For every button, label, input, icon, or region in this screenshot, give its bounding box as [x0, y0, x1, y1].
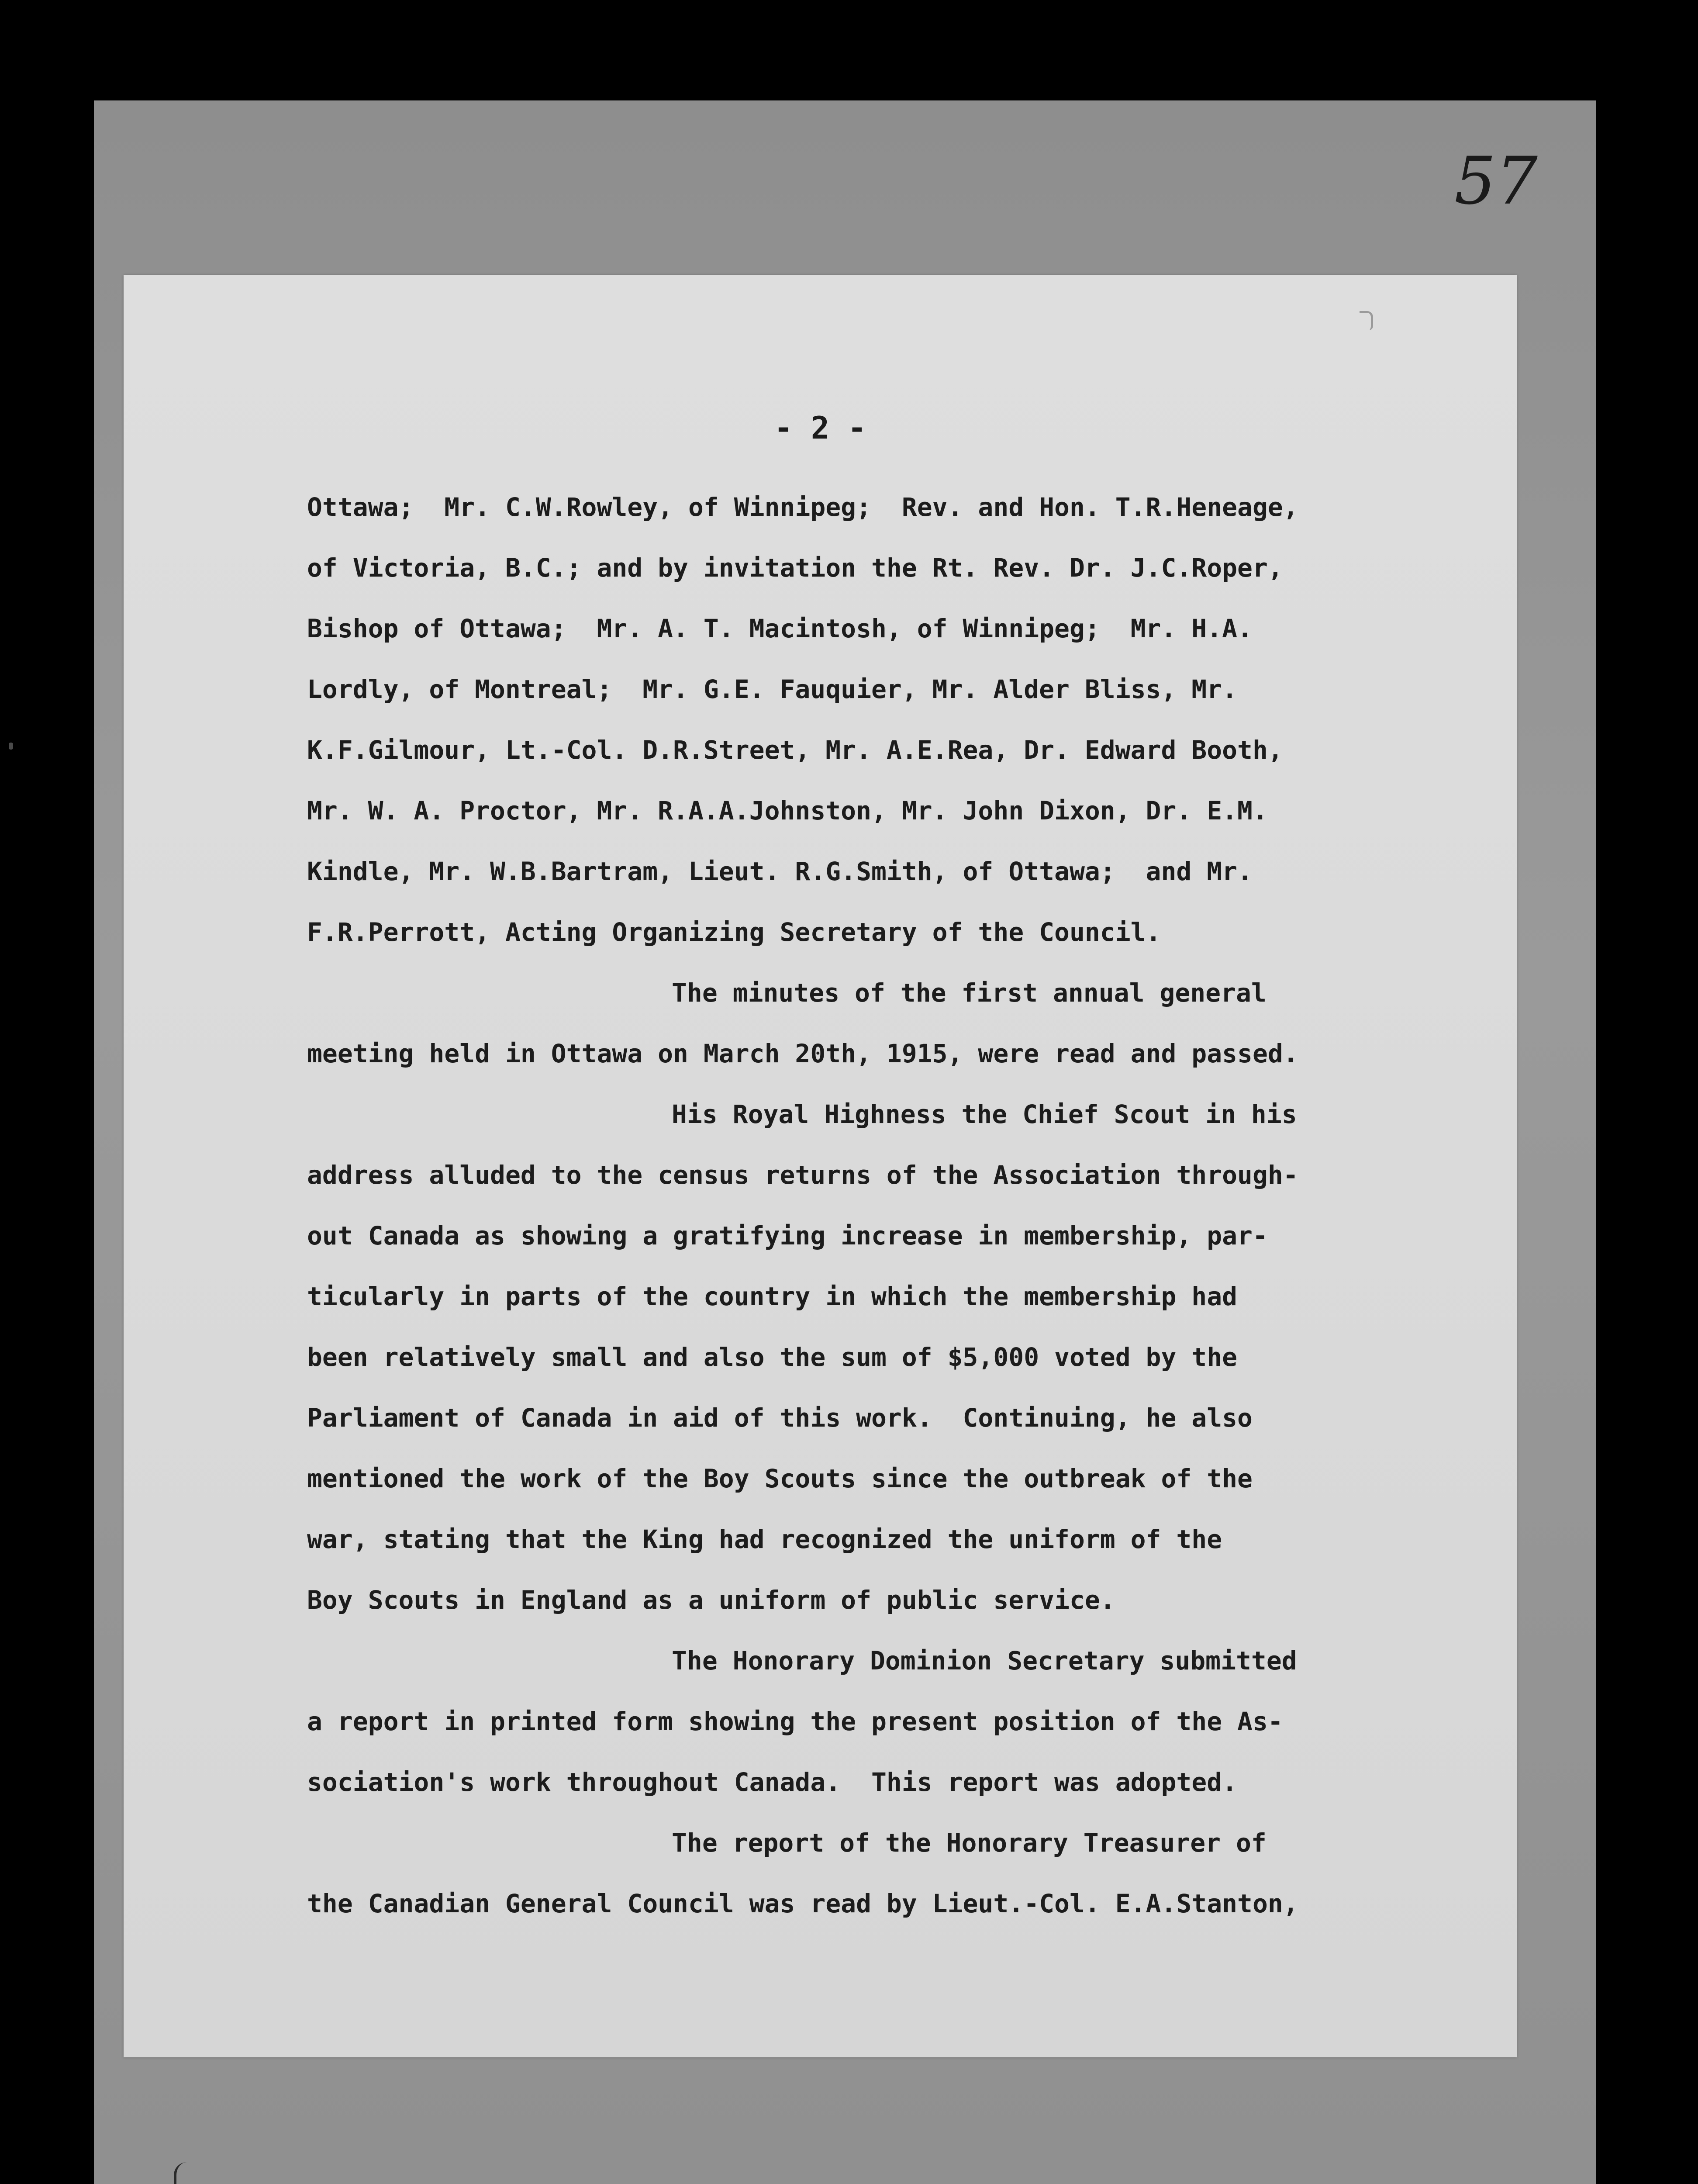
text-line: been relatively small and also the sum of $5,000 voted by the — [307, 1342, 1238, 1372]
text-line: address alluded to the census returns of the Association through- — [307, 1160, 1298, 1190]
text-line: K.F.Gilmour, Lt.-Col. D.R.Street, Mr. A.E.Rea, Dr. Edward Booth, — [307, 735, 1283, 765]
text-line: ticularly in parts of the country in which the membership had — [307, 1282, 1238, 1311]
text-line: Lordly, of Montreal; Mr. G.E. Fauquier, Mr. Alder Bliss, Mr. — [307, 674, 1238, 704]
text-line: The report of the Honorary Treasurer of — [672, 1828, 1267, 1858]
scan-speck — [9, 743, 13, 750]
text-line: Bishop of Ottawa; Mr. A. T. Macintosh, of Winnipeg; Mr. H.A. — [307, 614, 1253, 643]
text-line: sociation's work throughout Canada. This report was adopted. — [307, 1767, 1238, 1797]
text-line: His Royal Highness the Chief Scout in his — [672, 1099, 1297, 1129]
text-line: Mr. W. A. Proctor, Mr. R.A.A.Johnston, Mr. John Dixon, Dr. E.M. — [307, 796, 1268, 826]
text-line: The minutes of the first annual general — [672, 978, 1267, 1008]
page-number: - 2 - — [774, 410, 866, 446]
text-line: Boy Scouts in England as a uniform of public service. — [307, 1585, 1115, 1615]
text-line: the Canadian General Council was read by Lieut.-Col. E.A.Stanton, — [307, 1889, 1298, 1918]
text-line: Ottawa; Mr. C.W.Rowley, of Winnipeg; Rev. and Hon. T.R.Heneage, — [307, 492, 1298, 522]
text-line: of Victoria, B.C.; and by invitation the Rt. Rev. Dr. J.C.Roper, — [307, 553, 1283, 583]
body-text — [307, 477, 1521, 1934]
text-line: a report in printed form showing the present position of the As- — [307, 1707, 1283, 1736]
text-line: The Honorary Dominion Secretary submitted — [672, 1646, 1297, 1676]
text-line: F.R.Perrott, Acting Organizing Secretary of the Council. — [307, 917, 1161, 947]
text-line: war, stating that the King had recognized the uniform of the — [307, 1524, 1222, 1554]
document-page — [124, 275, 1517, 2057]
paper-mark — [1360, 311, 1373, 330]
text-line: mentioned the work of the Boy Scouts since the outbreak of the — [307, 1464, 1253, 1493]
text-line: meeting held in Ottawa on March 20th, 1915, were read and passed. — [307, 1039, 1298, 1068]
text-line: Parliament of Canada in aid of this work. Continuing, he also — [307, 1403, 1253, 1433]
folio-number: 57 — [1454, 143, 1538, 219]
text-line: Kindle, Mr. W.B.Bartram, Lieut. R.G.Smith, of Ottawa; and Mr. — [307, 857, 1253, 886]
text-line: out Canada as showing a gratifying increase in membership, par- — [307, 1221, 1268, 1251]
